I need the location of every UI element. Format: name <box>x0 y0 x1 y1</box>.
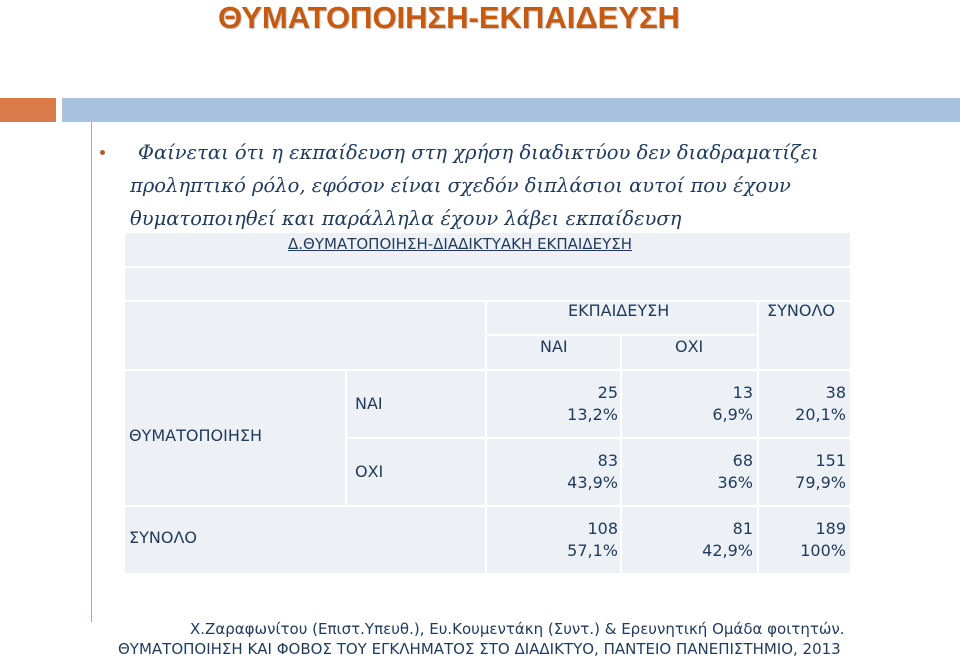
cell-total-yes-pct: 57,1% <box>567 541 618 560</box>
accent-bar-blue <box>62 98 960 122</box>
row-header-no: ΟΧΙ <box>355 462 384 481</box>
header-total: ΣΥΝΟΛΟ <box>767 301 835 320</box>
table-title: Δ.ΘΥΜΑΤΟΠΟΙΗΣΗ-ΔΙΑΔΙΚΤΥΑΚΗ ΕΚΠΑΙΔΕΥΣΗ <box>288 235 633 253</box>
bullet-text: Φαίνεται ότι η εκπαίδευση στη χρήση διαδικτύου δεν διαδραματίζει προληπτικό ρόλο, εφόσον είναι σχεδόν διπλάσιοι αυτοί που έχουν θυματοποιηθεί και παράλληλα έχουν λάβει εκπαίδευση <box>130 141 819 230</box>
accent-bar-orange <box>0 98 56 122</box>
row-header-victimization: ΘΥΜΑΤΟΠΟΙΗΣΗ <box>129 426 262 445</box>
cell-total-total-pct: 100% <box>800 541 846 560</box>
cell-no-no-pct: 36% <box>717 473 753 492</box>
row-header-yes: ΝΑΙ <box>355 394 383 413</box>
cell-total-no-count: 81 <box>732 519 753 538</box>
cell-no-total-count: 151 <box>815 451 846 470</box>
cell-yes-total-pct: 20,1% <box>795 405 846 424</box>
cell-yes-yes-count: 25 <box>597 383 618 402</box>
cell-total-no-pct: 42,9% <box>702 541 753 560</box>
cell-total-total-count: 189 <box>815 519 846 538</box>
cell-yes-no-count: 13 <box>732 383 753 402</box>
cell-yes-yes-pct: 13,2% <box>567 405 618 424</box>
header-col-no: ΟΧΙ <box>675 337 704 356</box>
left-rule <box>91 122 92 622</box>
header-col-yes: ΝΑΙ <box>540 337 568 356</box>
footer-credits: Χ.Ζαραφωνίτου (Επιστ.Υπευθ.), Ευ.Κουμεντάκη (Συντ.) & Ερευνητική Ομάδα φοιτητών. <box>190 620 845 638</box>
bullet-marker <box>100 150 105 155</box>
header-education: ΕΚΠΑΙΔΕΥΣΗ <box>568 301 670 320</box>
footer-source: ΘΥΜΑΤΟΠΟΙΗΣΗ ΚΑΙ ΦΟΒΟΣ ΤΟΥ ΕΓΚΛΗΜΑΤΟΣ ΣΤΟ ΔΙΑΔΙΚΤΥΟ, ΠΑΝΤΕΙΟ ΠΑΝΕΠΙΣΤΗΜΙΟ, 2013 <box>118 640 841 658</box>
cell-total-yes-count: 108 <box>587 519 618 538</box>
cell-yes-no-pct: 6,9% <box>712 405 753 424</box>
slide-title: ΘΥΜΑΤΟΠΟΙΗΣΗ-ΕΚΠΑΙΔΕΥΣΗ <box>218 0 680 35</box>
cell-no-yes-pct: 43,9% <box>567 473 618 492</box>
cell-no-yes-count: 83 <box>597 451 618 470</box>
cell-no-no-count: 68 <box>732 451 753 470</box>
cell-yes-total-count: 38 <box>825 383 846 402</box>
row-header-total: ΣΥΝΟΛΟ <box>129 528 197 547</box>
cell-no-total-pct: 79,9% <box>795 473 846 492</box>
